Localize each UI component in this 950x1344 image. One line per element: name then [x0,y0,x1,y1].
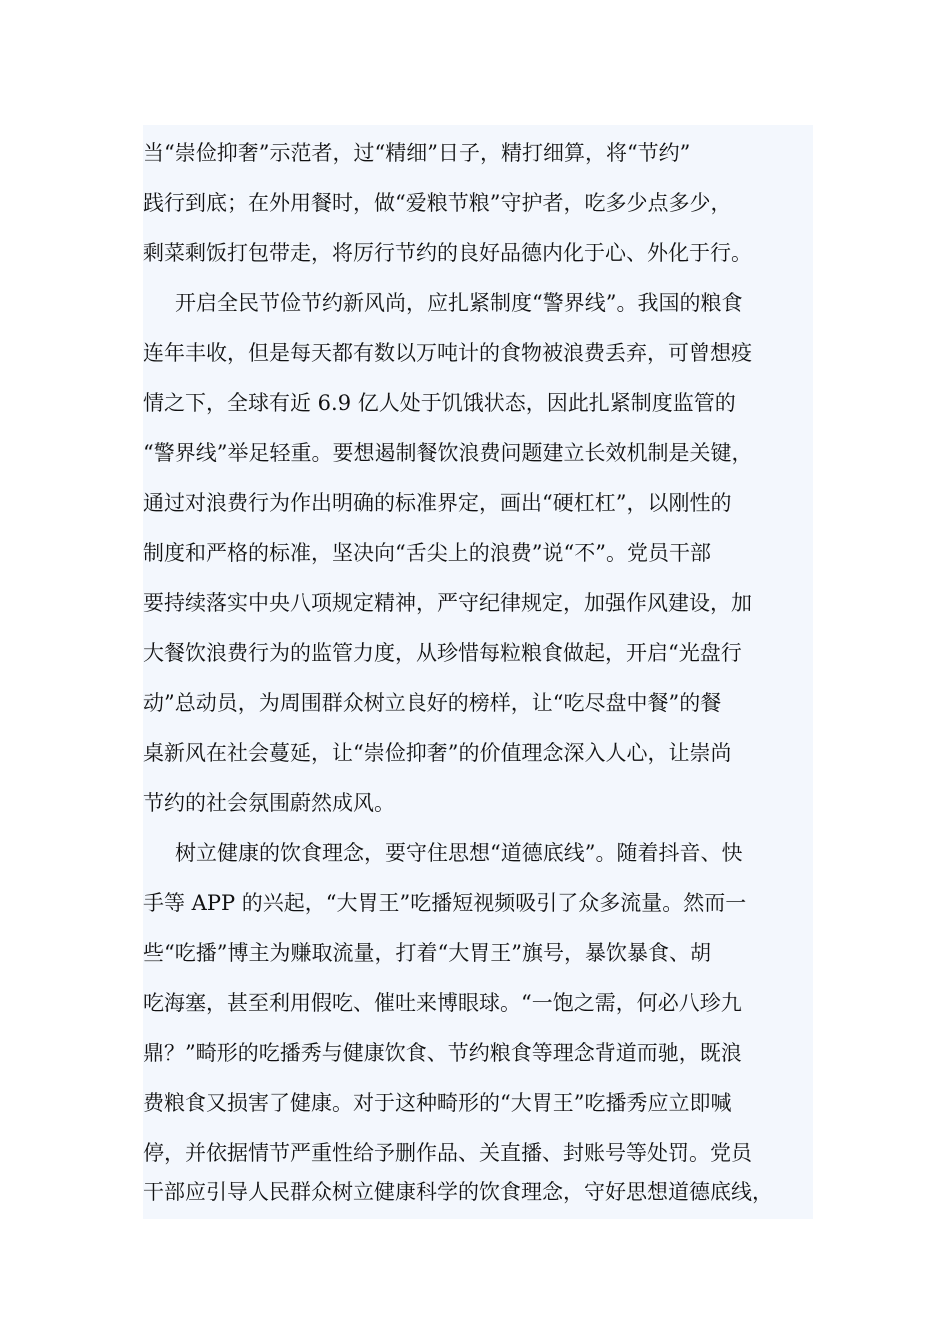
text-line: 节约的社会氛围蔚然成风。 [143,791,395,815]
document-text-block [143,125,813,1219]
text-line: 要持续落实中央八项规定精神，严守纪律规定，加强作风建设，加 [143,591,752,615]
text-line: 动”总动员，为周围群众树立良好的榜样，让“吃尽盘中餐”的餐 [143,691,722,715]
text-line: 践行到底；在外用餐时，做“爱粮节粮”守护者，吃多少点多少， [143,191,732,215]
text-line: 手等 APP 的兴起，“大胃王”吃播短视频吸引了众多流量。然而一 [143,891,747,915]
text-line: 大餐饮浪费行为的监管力度，从珍惜每粒粮食做起，开启“光盘行 [143,641,742,665]
paragraph-first-line: 开启全民节俭节约新风尚，应扎紧制度“警界线”。我国的粮食 [175,291,743,315]
text-line: 些“吃播”博主为赚取流量，打着“大胃王”旗号，暴饮暴食、胡 [143,941,711,965]
text-line: 干部应引导人民群众树立健康科学的饮食理念，守好思想道德底线， [143,1180,773,1204]
text-line: 吃海塞，甚至利用假吃、催吐来博眼球。“一饱之需，何必八珍九 [143,991,742,1015]
text-line: 情之下，全球有近 6.9 亿人处于饥饿状态，因此扎紧制度监管的 [143,391,736,415]
paragraph-first-line: 树立健康的饮食理念，要守住思想“道德底线”。随着抖音、快 [175,841,743,865]
text-line: 连年丰收，但是每天都有数以万吨计的食物被浪费丢弃，可曾想疫 [143,341,752,365]
text-line: 桌新风在社会蔓延，让“崇俭抑奢”的价值理念深入人心，让崇尚 [143,741,732,765]
text-line: 鼎？”畸形的吃播秀与健康饮食、节约粮食等理念背道而驰，既浪 [143,1041,742,1065]
text-line: “警界线”举足轻重。要想遏制餐饮浪费问题建立长效机制是关键， [143,441,753,465]
text-line: 停，并依据情节严重性给予删作品、关直播、封账号等处罚。党员 [143,1141,752,1165]
text-line: 剩菜剩饭打包带走，将厉行节约的良好品德内化于心、外化于行。 [143,241,752,265]
text-line: 当“崇俭抑奢”示范者，过“精细”日子，精打细算，将“节约” [143,141,691,165]
text-line: 费粮食又损害了健康。对于这种畸形的“大胃王”吃播秀应立即喊 [143,1091,732,1115]
text-line: 制度和严格的标准，坚决向“舌尖上的浪费”说“不”。党员干部 [143,541,711,565]
text-line: 通过对浪费行为作出明确的标准界定，画出“硬杠杠”，以刚性的 [143,491,732,515]
